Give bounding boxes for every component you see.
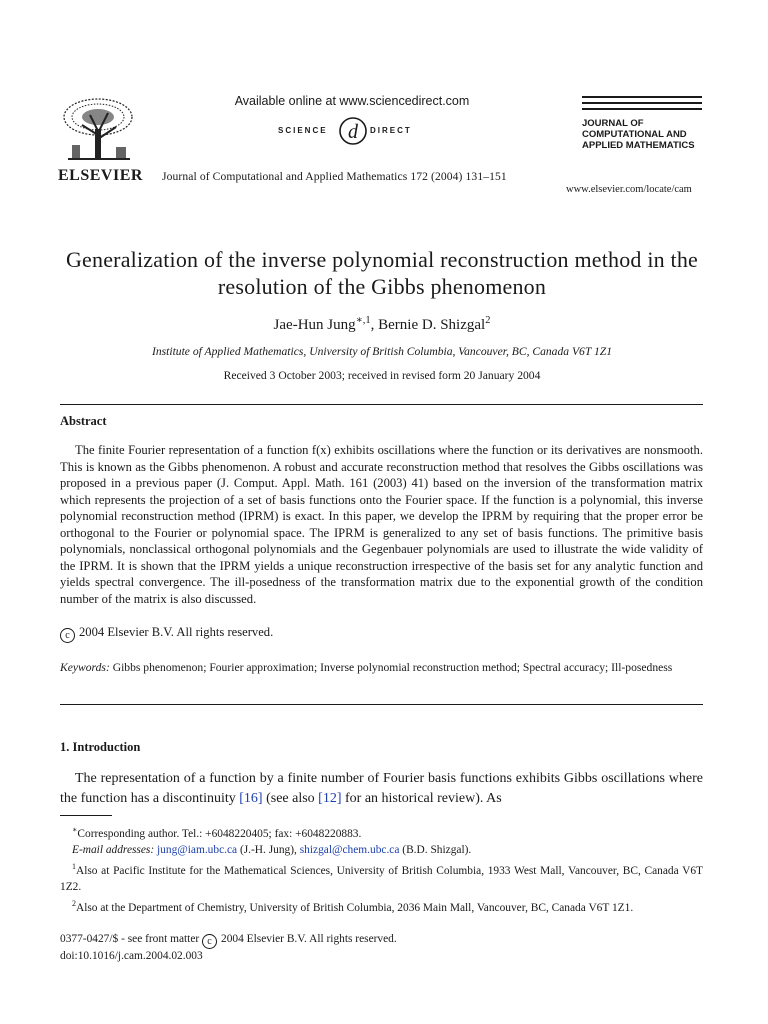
divider xyxy=(60,404,703,405)
footnote-text: Also at Pacific Institute for the Mathematical Sciences, University of British Columbia, 1933 West Mall, Vancouver, BC, Canada V6T 1Z2. xyxy=(60,864,703,894)
brand-rule xyxy=(582,102,702,104)
received-dates: Received 3 October 2003; received in revised form 20 January 2004 xyxy=(223,369,541,382)
sciencedirect-logo xyxy=(278,114,428,148)
intro-text: The representation of a function by a finite number of Fourier basis functions exhibits Gibbs oscillations where the function has a discontinuity xyxy=(60,771,703,806)
available-online-text: Available online at www.sciencedirect.com xyxy=(234,94,470,108)
brand-rule xyxy=(582,96,702,98)
footnote-corresponding xyxy=(60,822,703,842)
author-footnote-marks[interactable]: 2 xyxy=(485,315,491,326)
issn-text: 0377-0427/$ - see front matter xyxy=(60,933,203,945)
footnote-2 xyxy=(60,896,703,916)
section-heading: 1. Introduction xyxy=(60,740,141,754)
email-label: E-mail addresses: xyxy=(72,844,155,857)
email-link[interactable]: shizgal@chem.ubc.ca xyxy=(299,844,400,857)
citation-link[interactable]: [12] xyxy=(318,791,342,806)
affiliation: Institute of Applied Mathematics, University of British Columbia, Vancouver, BC, Canada V6T 1Z1 xyxy=(151,345,613,358)
footnote-mark: ∗ xyxy=(72,825,78,834)
keywords-label: Keywords: xyxy=(60,661,110,674)
abstract-text: The finite Fourier representation of a function f(x) exhibits oscillations where the function or its derivatives are nonsmooth. This is known as the Gibbs phenomenon. A robust and accurate reconstruction method that resolves the Gibbs oscillations was proposed in a previous paper (J. Comput. Appl. Math. 161 (2003) 41) based on the inversion of the transformation matrix which represents the projection of a set of basis functions onto the Fourier space. If the function is a polynomial, this inverse polynomial reconstruction method (IPRM) is exact. In this paper, we develop the IPRM by requiring that the proper error be orthogonal to the Fourier or polynomial space. The IPRM is generalized to any set of basis functions. The primitive basis polynomials, nonclassical orthogonal polynomials and the Gegenbauer polynomials are used to illustrate the wide validity of the IPRM. It is shown that the IPRM yields a unique reconstruction irrespective of the basis set for any analytic function and yields spectral convergence. The ill-posedness of the transformation matrix due to the exponential growth of the condition number of the matrix is also discussed. xyxy=(60,443,703,606)
keywords xyxy=(60,660,703,676)
article-title: Generalization of the inverse polynomial reconstruction method in the resolution of the Gibbs phenomenon xyxy=(65,247,699,299)
copyright-symbol: c xyxy=(202,934,217,949)
abstract-heading: Abstract xyxy=(60,414,107,428)
divider xyxy=(60,704,703,705)
copyright-line xyxy=(60,625,273,643)
email-owner: (B.D. Shizgal). xyxy=(399,844,472,857)
journal-reference: Journal of Computational and Applied Mathematics 172 (2004) 131–151 xyxy=(162,170,507,183)
direct-word: DIRECT xyxy=(370,126,412,135)
abstract-body xyxy=(60,442,703,607)
keywords-text: Gibbs phenomenon; Fourier approximation; Inverse polynomial reconstruction method; Spectral accuracy; Ill-posedness xyxy=(109,661,673,674)
issn-line xyxy=(60,932,397,949)
author-footnote-marks[interactable]: ∗,1 xyxy=(355,315,371,326)
science-word: SCIENCE xyxy=(278,126,328,135)
journal-brand-title: JOURNAL OF COMPUTATIONAL AND APPLIED MATHEMATICS xyxy=(582,118,695,151)
footnote-text: Corresponding author. Tel.: +6048220405; fax: +6048220883. xyxy=(77,827,362,840)
author-name: Jae-Hun Jung xyxy=(273,317,356,333)
email-link[interactable]: jung@iam.ubc.ca xyxy=(157,844,238,857)
copyright-text: 2004 Elsevier B.V. All rights reserved. xyxy=(79,625,274,639)
footnote-text: Also at the Department of Chemistry, University of British Columbia, 2036 Main Mall, Vancouver, BC, Canada V6T 1Z1. xyxy=(75,901,634,914)
author-name: Bernie D. Shizgal xyxy=(378,317,486,333)
footnote-mark: 2 xyxy=(72,898,76,908)
brand-rule xyxy=(582,108,702,110)
footnote-emails xyxy=(60,842,703,859)
introduction-body xyxy=(60,769,703,809)
front-matter xyxy=(60,932,397,965)
footnote-rule xyxy=(60,815,112,816)
journal-brand xyxy=(582,96,702,151)
footnote-mark: 1 xyxy=(72,861,76,871)
copyright-symbol: c xyxy=(60,628,75,643)
citation-link[interactable]: [16] xyxy=(239,791,263,806)
email-owner: (J.-H. Jung), xyxy=(237,844,300,857)
footnotes xyxy=(60,822,703,916)
elsevier-logo xyxy=(58,95,143,185)
author-separator: , xyxy=(370,317,379,333)
sciencedirect-letter: d xyxy=(348,121,358,143)
intro-text: (see also xyxy=(262,791,319,806)
introduction-paragraph xyxy=(60,769,703,809)
doi[interactable]: doi:10.1016/j.cam.2004.02.003 xyxy=(60,950,203,962)
journal-url[interactable]: www.elsevier.com/locate/cam xyxy=(566,184,692,195)
elsevier-tree-icon xyxy=(58,95,140,165)
issn-rights: 2004 Elsevier B.V. All rights reserved. xyxy=(221,933,397,945)
intro-text: for an historical review). As xyxy=(341,791,502,806)
footnote-1 xyxy=(60,859,703,896)
sciencedirect-at-icon xyxy=(338,114,368,148)
author-line xyxy=(60,314,704,334)
publisher-name: ELSEVIER xyxy=(58,167,143,184)
